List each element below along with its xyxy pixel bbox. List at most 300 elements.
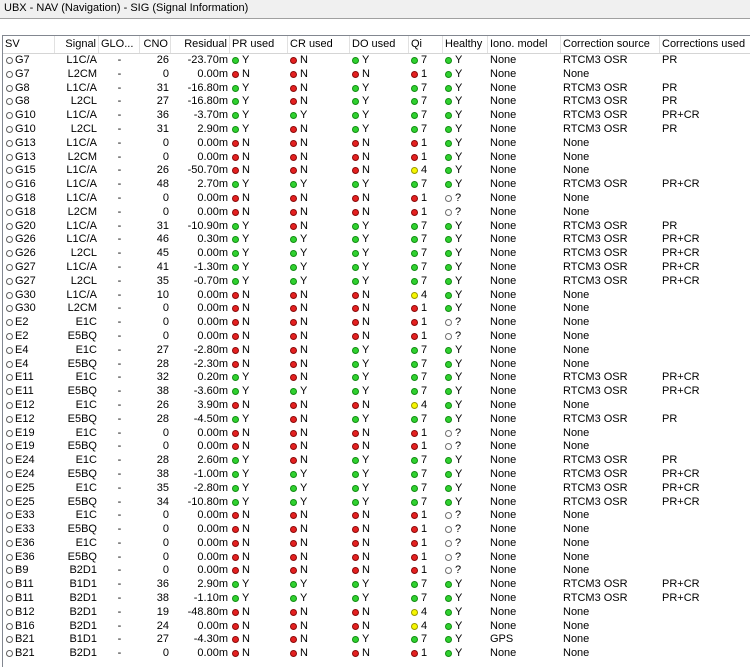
column-header-pr-used[interactable]: PR used xyxy=(230,36,288,53)
table-row[interactable] xyxy=(3,468,750,482)
signal-name: E5BQ xyxy=(67,440,97,453)
satellite-status-icon xyxy=(6,457,13,464)
cno-value: 26 xyxy=(156,164,169,177)
correction-source-value: None xyxy=(563,288,590,301)
corrections-used-value: PR+CR xyxy=(662,260,700,273)
signal-cell xyxy=(55,633,99,647)
glo-cell xyxy=(99,289,140,303)
cno-cell xyxy=(140,178,171,192)
glo-cell xyxy=(99,164,140,178)
health-status-dot-icon xyxy=(445,223,452,230)
cr-used-cell xyxy=(288,523,350,537)
table-row[interactable] xyxy=(3,178,750,192)
cno-value: 36 xyxy=(156,109,169,122)
glo-value: - xyxy=(117,495,122,508)
cno-value: 34 xyxy=(156,495,169,508)
cno-cell xyxy=(140,551,171,565)
do-status-dot-icon xyxy=(352,278,359,285)
table-row[interactable] xyxy=(3,592,750,606)
cr-used-cell xyxy=(288,551,350,565)
do-used-cell xyxy=(350,95,409,109)
qi-cell xyxy=(409,564,443,578)
cno-cell xyxy=(140,413,171,427)
cr-used-value: N xyxy=(300,343,308,356)
do-used-value: N xyxy=(362,440,370,453)
cr-used-value: N xyxy=(300,54,308,66)
signal-cell xyxy=(55,247,99,261)
pr-status-dot-icon xyxy=(232,319,239,326)
healthy-cell xyxy=(443,151,488,165)
cno-value: 0 xyxy=(162,302,169,315)
iono-model-cell xyxy=(488,537,561,551)
pr-status-dot-icon xyxy=(232,361,239,368)
pr-used-value: Y xyxy=(242,178,250,191)
table-row[interactable] xyxy=(3,123,750,137)
table-row[interactable] xyxy=(3,413,750,427)
table-row[interactable] xyxy=(3,399,750,413)
sv-id: E2 xyxy=(15,329,29,342)
cr-used-value: N xyxy=(300,164,308,177)
column-header-do-used[interactable]: DO used xyxy=(350,36,409,53)
column-header-cr-used[interactable]: CR used xyxy=(288,36,350,53)
column-header-signal[interactable]: Signal xyxy=(55,36,99,53)
table-row[interactable] xyxy=(3,206,750,220)
qi-status-dot-icon xyxy=(411,512,418,519)
correction-source-value: None xyxy=(563,536,590,549)
sv-id: G30 xyxy=(15,288,36,301)
do-used-value: N xyxy=(362,316,370,329)
glo-cell xyxy=(99,220,140,234)
cr-used-value: N xyxy=(300,302,308,315)
qi-status-dot-icon xyxy=(411,416,418,423)
health-status-dot-icon xyxy=(445,388,452,395)
healthy-value: Y xyxy=(455,481,463,494)
table-row[interactable] xyxy=(3,95,750,109)
iono-model-value: None xyxy=(490,564,517,577)
signal-cell xyxy=(55,468,99,482)
do-used-cell xyxy=(350,427,409,441)
do-used-value: Y xyxy=(362,247,370,260)
pr-used-value: N xyxy=(242,619,250,632)
do-used-value: Y xyxy=(362,385,370,398)
cr-status-dot-icon xyxy=(290,126,297,133)
table-row[interactable] xyxy=(3,54,750,68)
healthy-value: Y xyxy=(455,233,463,246)
pr-used-value: N xyxy=(242,164,250,177)
cr-status-dot-icon xyxy=(290,623,297,630)
sv-cell xyxy=(3,330,55,344)
glo-cell xyxy=(99,523,140,537)
glo-value: - xyxy=(117,523,122,536)
column-header-correction-source[interactable]: Correction source xyxy=(561,36,660,53)
correction-source-value: None xyxy=(563,647,590,660)
do-used-value: N xyxy=(362,426,370,439)
do-used-cell xyxy=(350,109,409,123)
column-header-healthy[interactable]: Healthy xyxy=(443,36,488,53)
table-row[interactable] xyxy=(3,606,750,620)
signal-name: E1C xyxy=(75,509,97,522)
iono-model-cell xyxy=(488,440,561,454)
pr-used-value: N xyxy=(242,191,250,204)
glo-value: - xyxy=(117,136,122,149)
do-status-dot-icon xyxy=(352,402,359,409)
signal-table[interactable] xyxy=(2,35,750,667)
table-row[interactable] xyxy=(3,578,750,592)
signal-name: B2D1 xyxy=(69,619,97,632)
table-row[interactable] xyxy=(3,358,750,372)
cno-cell xyxy=(140,289,171,303)
signal-name: L2CM xyxy=(67,150,97,163)
qi-cell xyxy=(409,647,443,661)
table-row[interactable] xyxy=(3,82,750,96)
qi-value: 1 xyxy=(421,440,428,453)
pr-used-cell xyxy=(230,316,288,330)
do-used-value: Y xyxy=(362,412,370,425)
cno-value: 35 xyxy=(156,481,169,494)
do-used-cell xyxy=(350,578,409,592)
qi-cell xyxy=(409,192,443,206)
iono-model-cell xyxy=(488,606,561,620)
cr-status-dot-icon xyxy=(290,236,297,243)
residual-cell xyxy=(171,68,230,82)
glo-cell xyxy=(99,399,140,413)
do-used-cell xyxy=(350,137,409,151)
table-row[interactable] xyxy=(3,564,750,578)
correction-source-value: None xyxy=(563,605,590,618)
iono-model-cell xyxy=(488,509,561,523)
qi-status-dot-icon xyxy=(411,499,418,506)
pr-used-cell xyxy=(230,137,288,151)
pr-status-dot-icon xyxy=(232,250,239,257)
do-used-value: Y xyxy=(362,495,370,508)
table-row[interactable] xyxy=(3,151,750,165)
signal-name: E1C xyxy=(75,481,97,494)
residual-value: 0.00m xyxy=(197,316,228,329)
qi-cell xyxy=(409,440,443,454)
health-status-dot-icon xyxy=(445,526,452,533)
do-used-cell xyxy=(350,523,409,537)
table-row[interactable] xyxy=(3,192,750,206)
cr-used-value: Y xyxy=(300,481,308,494)
do-used-cell xyxy=(350,454,409,468)
cno-cell xyxy=(140,275,171,289)
sv-cell xyxy=(3,633,55,647)
pr-used-value: Y xyxy=(242,371,250,384)
corrections-used-cell xyxy=(660,316,750,330)
cr-used-cell xyxy=(288,123,350,137)
cr-used-cell xyxy=(288,82,350,96)
glo-value: - xyxy=(117,233,122,246)
qi-status-dot-icon xyxy=(411,361,418,368)
pr-status-dot-icon xyxy=(232,567,239,574)
residual-cell xyxy=(171,316,230,330)
table-row[interactable] xyxy=(3,551,750,565)
cr-used-value: N xyxy=(300,426,308,439)
qi-value: 7 xyxy=(421,260,428,273)
signal-cell xyxy=(55,427,99,441)
sv-cell xyxy=(3,151,55,165)
qi-status-dot-icon xyxy=(411,540,418,547)
satellite-status-icon xyxy=(6,512,13,519)
iono-model-cell xyxy=(488,578,561,592)
qi-status-dot-icon xyxy=(411,457,418,464)
pr-used-cell xyxy=(230,633,288,647)
column-header-glo[interactable]: GLO... xyxy=(99,36,140,53)
cr-used-cell xyxy=(288,413,350,427)
sv-cell xyxy=(3,275,55,289)
corrections-used-value: PR xyxy=(662,54,678,66)
iono-model-cell xyxy=(488,82,561,96)
qi-status-dot-icon xyxy=(411,567,418,574)
cno-cell xyxy=(140,206,171,220)
table-row[interactable] xyxy=(3,247,750,261)
column-header-corrections-used[interactable]: Corrections used xyxy=(660,36,750,53)
signal-cell xyxy=(55,233,99,247)
column-header-sv[interactable]: SV xyxy=(3,36,55,53)
iono-model-value: None xyxy=(490,302,517,315)
residual-cell xyxy=(171,233,230,247)
column-header-cno[interactable]: CNO xyxy=(140,36,171,53)
correction-source-value: RTCM3 OSR xyxy=(563,385,628,398)
cr-used-value: N xyxy=(300,316,308,329)
corrections-used-value: PR+CR xyxy=(662,467,700,480)
cno-cell xyxy=(140,592,171,606)
do-used-cell xyxy=(350,385,409,399)
health-status-dot-icon xyxy=(445,512,452,519)
healthy-value: Y xyxy=(455,412,463,425)
cno-value: 0 xyxy=(162,536,169,549)
glo-value: - xyxy=(117,371,122,384)
table-row[interactable] xyxy=(3,164,750,178)
healthy-cell xyxy=(443,316,488,330)
cr-status-dot-icon xyxy=(290,167,297,174)
qi-status-dot-icon xyxy=(411,374,418,381)
cr-status-dot-icon xyxy=(290,71,297,78)
table-row[interactable] xyxy=(3,385,750,399)
glo-cell xyxy=(99,482,140,496)
sv-cell xyxy=(3,427,55,441)
pr-used-value: N xyxy=(242,647,250,660)
corrections-used-cell xyxy=(660,647,750,661)
iono-model-value: None xyxy=(490,122,517,135)
table-row[interactable] xyxy=(3,316,750,330)
cr-used-cell xyxy=(288,330,350,344)
do-status-dot-icon xyxy=(352,374,359,381)
sv-cell xyxy=(3,82,55,96)
do-used-value: Y xyxy=(362,109,370,122)
glo-value: - xyxy=(117,288,122,301)
table-row[interactable] xyxy=(3,220,750,234)
table-row[interactable] xyxy=(3,620,750,634)
correction-source-cell xyxy=(561,647,660,661)
column-header-residual[interactable]: Residual xyxy=(171,36,230,53)
table-row[interactable] xyxy=(3,537,750,551)
correction-source-value: None xyxy=(563,564,590,577)
corrections-used-cell xyxy=(660,427,750,441)
cr-used-cell xyxy=(288,220,350,234)
table-header xyxy=(3,36,750,54)
correction-source-cell xyxy=(561,178,660,192)
corrections-used-cell xyxy=(660,192,750,206)
satellite-status-icon xyxy=(6,471,13,478)
cr-used-cell xyxy=(288,468,350,482)
table-row[interactable] xyxy=(3,633,750,647)
healthy-value: Y xyxy=(455,647,463,660)
signal-cell xyxy=(55,137,99,151)
table-row[interactable] xyxy=(3,509,750,523)
healthy-value: Y xyxy=(455,592,463,605)
table-row[interactable] xyxy=(3,523,750,537)
pr-used-cell xyxy=(230,592,288,606)
glo-value: - xyxy=(117,633,122,646)
table-row[interactable] xyxy=(3,261,750,275)
cno-value: 46 xyxy=(156,233,169,246)
healthy-value: Y xyxy=(455,633,463,646)
correction-source-value: None xyxy=(563,343,590,356)
corrections-used-value: PR+CR xyxy=(662,247,700,260)
healthy-value: Y xyxy=(455,302,463,315)
pr-status-dot-icon xyxy=(232,71,239,78)
iono-model-cell xyxy=(488,647,561,661)
cno-value: 0 xyxy=(162,191,169,204)
healthy-cell xyxy=(443,95,488,109)
healthy-cell xyxy=(443,302,488,316)
iono-model-value: None xyxy=(490,495,517,508)
signal-name: L2CL xyxy=(70,122,97,135)
residual-value: 0.00m xyxy=(197,550,228,563)
qi-value: 7 xyxy=(421,481,428,494)
table-row[interactable] xyxy=(3,233,750,247)
glo-value: - xyxy=(117,81,122,94)
cno-value: 0 xyxy=(162,67,169,80)
pr-used-value: Y xyxy=(242,578,250,591)
iono-model-cell xyxy=(488,496,561,510)
healthy-cell xyxy=(443,344,488,358)
column-header-iono-model[interactable]: Iono. model xyxy=(488,36,561,53)
glo-value: - xyxy=(117,605,122,618)
cr-used-value: N xyxy=(300,536,308,549)
corrections-used-cell xyxy=(660,440,750,454)
healthy-cell xyxy=(443,523,488,537)
table-row[interactable] xyxy=(3,647,750,661)
table-row[interactable] xyxy=(3,302,750,316)
pr-used-cell xyxy=(230,54,288,68)
residual-cell xyxy=(171,578,230,592)
table-row[interactable] xyxy=(3,344,750,358)
do-used-cell xyxy=(350,220,409,234)
table-row[interactable] xyxy=(3,289,750,303)
sv-id: E24 xyxy=(15,454,35,467)
corrections-used-value: PR xyxy=(662,122,678,135)
sv-cell xyxy=(3,137,55,151)
health-status-dot-icon xyxy=(445,416,452,423)
correction-source-value: None xyxy=(563,440,590,453)
health-status-dot-icon xyxy=(445,623,452,630)
do-status-dot-icon xyxy=(352,98,359,105)
iono-model-value: None xyxy=(490,592,517,605)
do-status-dot-icon xyxy=(352,195,359,202)
glo-cell xyxy=(99,496,140,510)
residual-cell xyxy=(171,220,230,234)
cr-status-dot-icon xyxy=(290,650,297,657)
sv-cell xyxy=(3,68,55,82)
table-row[interactable] xyxy=(3,427,750,441)
corrections-used-value: PR xyxy=(662,95,678,108)
pr-used-cell xyxy=(230,151,288,165)
qi-status-dot-icon xyxy=(411,430,418,437)
do-status-dot-icon xyxy=(352,305,359,312)
table-row[interactable] xyxy=(3,137,750,151)
table-row[interactable] xyxy=(3,68,750,82)
do-used-value: N xyxy=(362,523,370,536)
qi-value: 1 xyxy=(421,136,428,149)
table-row[interactable] xyxy=(3,371,750,385)
signal-cell xyxy=(55,454,99,468)
table-row[interactable] xyxy=(3,482,750,496)
pr-status-dot-icon xyxy=(232,512,239,519)
iono-model-value: None xyxy=(490,523,517,536)
satellite-status-icon xyxy=(6,526,13,533)
signal-name: B2D1 xyxy=(69,605,97,618)
cno-cell xyxy=(140,496,171,510)
cno-cell xyxy=(140,564,171,578)
iono-model-value: None xyxy=(490,136,517,149)
iono-model-cell xyxy=(488,620,561,634)
pr-status-dot-icon xyxy=(232,278,239,285)
signal-cell xyxy=(55,537,99,551)
cno-value: 0 xyxy=(162,550,169,563)
sv-cell xyxy=(3,482,55,496)
pr-status-dot-icon xyxy=(232,57,239,64)
do-status-dot-icon xyxy=(352,581,359,588)
table-row[interactable] xyxy=(3,440,750,454)
cr-status-dot-icon xyxy=(290,361,297,368)
table-row[interactable] xyxy=(3,496,750,510)
cr-status-dot-icon xyxy=(290,485,297,492)
cr-used-value: N xyxy=(300,371,308,384)
correction-source-value: None xyxy=(563,619,590,632)
do-used-value: Y xyxy=(362,343,370,356)
cr-status-dot-icon xyxy=(290,305,297,312)
residual-cell xyxy=(171,206,230,220)
cr-used-cell xyxy=(288,633,350,647)
sv-cell xyxy=(3,95,55,109)
table-row[interactable] xyxy=(3,454,750,468)
iono-model-cell xyxy=(488,358,561,372)
qi-value: 1 xyxy=(421,150,428,163)
table-row[interactable] xyxy=(3,330,750,344)
pr-used-cell xyxy=(230,178,288,192)
sv-id: B21 xyxy=(15,633,35,646)
table-row[interactable] xyxy=(3,109,750,123)
sv-cell xyxy=(3,606,55,620)
column-header-qi[interactable]: Qi xyxy=(409,36,443,53)
corrections-used-cell xyxy=(660,606,750,620)
correction-source-value: RTCM3 OSR xyxy=(563,578,628,591)
table-row[interactable] xyxy=(3,275,750,289)
sv-cell xyxy=(3,54,55,68)
cr-used-value: N xyxy=(300,136,308,149)
cr-status-dot-icon xyxy=(290,567,297,574)
satellite-status-icon xyxy=(6,595,13,602)
glo-cell xyxy=(99,537,140,551)
health-status-dot-icon xyxy=(445,457,452,464)
pr-used-value: Y xyxy=(242,454,250,467)
signal-cell xyxy=(55,95,99,109)
residual-cell xyxy=(171,482,230,496)
pr-used-value: Y xyxy=(242,467,250,480)
qi-status-dot-icon xyxy=(411,112,418,119)
